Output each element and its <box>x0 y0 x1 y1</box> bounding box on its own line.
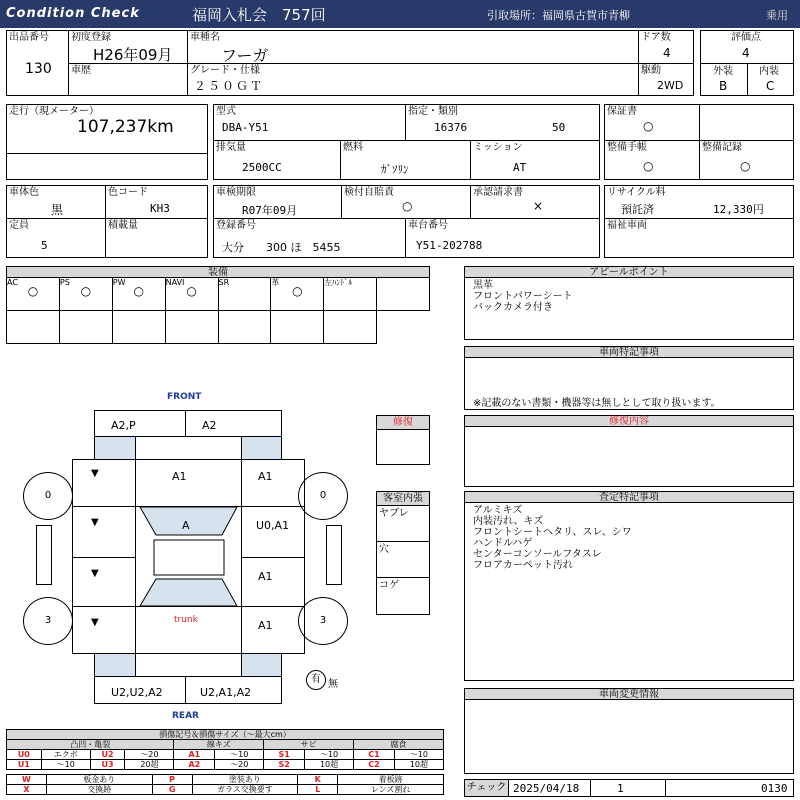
car-name-box <box>187 30 639 64</box>
record-mark: ○ <box>740 159 751 173</box>
equipment-title: 装備 <box>6 266 430 278</box>
equipment-leather: 革 ○ <box>271 278 324 311</box>
warranty-mark: ○ <box>643 119 654 133</box>
displacement-box <box>213 140 341 180</box>
cabin-item-burn: コゲ <box>379 580 399 591</box>
score-value: 4 <box>742 46 750 60</box>
history-box <box>68 63 188 96</box>
equipment-empty-cell <box>165 311 218 344</box>
legend-desc: ガラス交換要す <box>192 785 298 795</box>
cabin-item-tear: ヤブレ <box>377 506 429 542</box>
equipment-empty-cell <box>271 311 324 344</box>
interior-box <box>747 63 794 96</box>
legend-group-corrosion: 腐食 <box>354 740 444 750</box>
inspection-label: 車検期限 <box>216 187 256 198</box>
interior-grade: C <box>766 79 775 93</box>
mission-label: ミッション <box>473 142 523 153</box>
drive-box <box>638 63 694 96</box>
displacement-label: 排気量 <box>216 142 246 153</box>
color-code-box <box>105 185 208 219</box>
legend-desc: 〜10 <box>41 760 90 770</box>
auction-title: 福岡入札会 757回 <box>192 6 326 24</box>
legend-code: U0 <box>7 750 42 760</box>
insurance-mark: ○ <box>402 199 413 213</box>
model-label: 型式 <box>216 106 236 117</box>
tire-rear-left: 3 <box>23 597 73 645</box>
taillight-right <box>241 653 282 677</box>
legend-table-2 <box>6 774 444 795</box>
displacement-value: 2500CC <box>242 161 282 174</box>
equipment-sr: SR <box>218 278 271 311</box>
color-code-label: 色コード <box>108 187 148 198</box>
assessment-title: 査定特記事項 <box>465 492 793 503</box>
mileage-label: 走行（現メーター） <box>9 106 99 117</box>
chassis-box <box>405 218 600 258</box>
recycle-status: 預託済 <box>621 203 654 216</box>
change-title: 車両変更情報 <box>465 689 793 700</box>
panel-roof: A <box>135 506 242 607</box>
equipment-table <box>6 277 430 344</box>
rear-label: REAR <box>172 711 199 721</box>
special-title: 車両特記事項 <box>465 347 793 358</box>
headlight-left <box>94 436 136 460</box>
cabin-item-hole: 穴 <box>377 542 429 578</box>
check-date: 2025/04/18 <box>513 782 580 795</box>
recycle-box <box>604 185 794 219</box>
mileage-value: 107,237km <box>77 117 174 137</box>
claim-label: 承認請求書 <box>473 187 523 198</box>
vehicle-type: 乗用 <box>766 9 788 22</box>
interior-label: 内装 <box>759 66 779 77</box>
load-label: 積載量 <box>108 220 138 231</box>
first-reg-label: 初度登録 <box>71 32 111 43</box>
chassis-label: 車台番号 <box>408 220 448 231</box>
panel-left-front-door: ▼ <box>72 506 136 558</box>
pickup-location: 引取場所：福岡県古賀市青柳 <box>487 9 630 22</box>
warranty-box <box>604 104 700 141</box>
welfare-label: 福祉車両 <box>607 220 647 231</box>
legend-code: C2 <box>354 760 395 770</box>
footer-check-box <box>464 779 794 797</box>
legend-desc: 板金あり <box>46 775 152 785</box>
legend-code: W <box>7 775 47 785</box>
legend-desc: 塗装あり <box>192 775 298 785</box>
chassis-value: Y51-202788 <box>416 239 483 252</box>
repair-title: 修復 <box>377 416 429 430</box>
first-reg-value: H26年09月 <box>93 46 173 64</box>
exterior-label: 外装 <box>713 66 733 77</box>
legend-desc: 着板跡 <box>338 775 444 785</box>
panel-rear-left: U2,U2,A2 <box>94 676 186 704</box>
legend-code: K <box>298 775 338 785</box>
panel-right-quarter: A1 <box>241 606 305 654</box>
legend-code: G <box>152 785 192 795</box>
equipment-empty-cell <box>7 311 60 344</box>
manual-label: 整備手帳 <box>607 142 647 153</box>
legend-desc: 〜10 <box>305 750 354 760</box>
capacity-label: 定員 <box>9 220 29 231</box>
record-box <box>699 140 794 180</box>
manual-box <box>604 140 700 180</box>
score-box <box>700 30 794 64</box>
plate-box <box>213 218 406 258</box>
panel-right-fender: A1 <box>241 459 305 507</box>
fuel-label: 燃料 <box>343 142 363 153</box>
panel-right-front-door: U0,A1 <box>241 506 305 558</box>
capacity-value: 5 <box>41 239 48 252</box>
plate-value: 大分 300 ほ 5455 <box>222 241 341 254</box>
load-box <box>105 218 208 258</box>
panel-hood: A1 <box>135 459 242 507</box>
legend-group-scratch: 線キズ <box>174 740 264 750</box>
panel-front-right: A2 <box>185 410 282 437</box>
legend-desc: 20超 <box>125 760 174 770</box>
legend-desc: 10超 <box>394 760 443 770</box>
car-name: フーガ <box>221 46 269 65</box>
repair-box <box>376 415 430 465</box>
legend-code: A1 <box>174 750 215 760</box>
panel-trunk: trunk <box>135 606 242 654</box>
equipment-navi: NAVI ○ <box>165 278 218 311</box>
warranty-blank-box <box>699 104 794 141</box>
model-value: DBA-Y51 <box>222 121 269 134</box>
recycle-fee: 12,330円 <box>713 203 764 216</box>
recycle-label: リサイクル料 <box>607 187 666 198</box>
repair-detail-title: 修復内容 <box>465 416 793 427</box>
history-label: 車歴 <box>71 65 91 76</box>
legend-code: U3 <box>90 760 125 770</box>
repair-detail-box <box>464 415 794 487</box>
mileage-box <box>6 104 208 154</box>
legend-code: P <box>152 775 192 785</box>
legend-desc: 〜20 <box>215 760 264 770</box>
mirror-right <box>326 525 342 585</box>
special-note: ※記載のない書類・機器等は無しとして取り扱います。 <box>473 398 721 409</box>
check-label: チェック <box>465 780 509 796</box>
panel-left-quarter: ▼ <box>72 606 136 654</box>
color-box <box>6 185 106 219</box>
mirror-left <box>36 525 52 585</box>
assessment-box <box>464 491 794 681</box>
mission-value: AT <box>513 161 527 174</box>
color-value: 黒 <box>51 203 64 217</box>
taillight-left <box>94 653 136 677</box>
inspection-box <box>213 185 342 219</box>
equipment-blank <box>377 278 430 311</box>
appeal-text: 黒革 フロントパワーシート バックカメラ付き <box>473 280 573 313</box>
panel-rear-right: U2,A1,A2 <box>185 676 282 704</box>
capacity-box <box>6 218 106 258</box>
lot-number: 130 <box>25 61 52 77</box>
legend-table <box>6 739 444 770</box>
legend-desc: レンズ割れ <box>338 785 444 795</box>
tire-rear-right: 3 <box>298 597 348 645</box>
legend-code: L <box>298 785 338 795</box>
grade-label: グレード・仕様 <box>190 65 260 76</box>
panel-front-left: A2,P <box>94 410 186 437</box>
legend-group-rust: サビ <box>264 740 354 750</box>
panel-left-rear-door: ▼ <box>72 557 136 607</box>
plate-label: 登録番号 <box>216 220 256 231</box>
fuel-box <box>340 140 471 180</box>
check-code: 0130 <box>761 782 788 795</box>
spec-class: 50 <box>552 121 566 134</box>
legend-desc: エクボ <box>41 750 90 760</box>
legend-desc: 交換跡 <box>46 785 152 795</box>
legend-desc: 〜10 <box>215 750 264 760</box>
door-count: 4 <box>663 46 671 60</box>
tire-front-left: 0 <box>23 472 73 520</box>
cabin-box <box>376 491 430 615</box>
door-box <box>638 30 694 64</box>
legend-desc: 〜20 <box>125 750 174 760</box>
equipment-ps: PS ○ <box>59 278 112 311</box>
front-label: FRONT <box>167 392 202 402</box>
drive-label: 駆動 <box>641 65 661 76</box>
headlight-right <box>241 436 282 460</box>
fuel-value: ｶﾞｿﾘﾝ <box>381 163 409 176</box>
legend-code: S1 <box>264 750 305 760</box>
special-box <box>464 346 794 410</box>
spec-number: 16376 <box>434 121 468 134</box>
header-bar <box>0 0 800 28</box>
equipment-ac: AC ○ <box>7 278 60 311</box>
legend-code: U2 <box>90 750 125 760</box>
spare-tire-present: 有 <box>306 670 326 690</box>
claim-box <box>470 185 600 219</box>
assessment-text: アルミキズ 内装汚れ、キズ フロントシートヘタリ、スレ、シワ ハンドルハゲ センターコンソールフタスレ フロアカーペット汚れ <box>473 505 632 571</box>
manual-mark: ○ <box>643 159 654 173</box>
equipment-empty-cell <box>112 311 165 344</box>
exterior-grade: B <box>719 79 728 93</box>
legend-group-dent: 凸凹・亀裂 <box>7 740 174 750</box>
tire-front-right: 0 <box>298 472 348 520</box>
spec-label: 指定・類別 <box>408 106 458 117</box>
equipment-empty-cell <box>324 311 377 344</box>
equipment-empty-cell <box>59 311 112 344</box>
grade-box <box>187 63 639 96</box>
car-name-label: 車種名 <box>190 32 220 43</box>
color-code-value: KH3 <box>150 202 170 215</box>
equipment-pw: PW ○ <box>112 278 165 311</box>
grade-value: ２５０ＧＴ <box>194 79 265 93</box>
mileage-sub-box <box>6 153 208 180</box>
legend-desc: 〜10 <box>394 750 443 760</box>
first-reg-box <box>68 30 188 64</box>
exterior-box <box>700 63 748 96</box>
lot-label: 出品番号 <box>9 32 49 43</box>
record-label: 整備記録 <box>702 142 742 153</box>
color-label: 車体色 <box>9 187 39 198</box>
legend-title: 損傷記号＆損傷サイズ（〜最大cm） <box>6 729 444 740</box>
equipment-empty-cell <box>218 311 271 344</box>
insurance-box <box>341 185 471 219</box>
logo: Condition Check <box>6 6 140 21</box>
legend-code: U1 <box>7 760 42 770</box>
insurance-label: 検付自賠責 <box>344 187 394 198</box>
spare-tire-absent: 無 <box>328 679 338 690</box>
warranty-label: 保証書 <box>607 106 637 117</box>
panel-left-fender: ▼ <box>72 459 136 507</box>
appeal-box <box>464 266 794 340</box>
welfare-box <box>604 218 794 258</box>
legend-code: S2 <box>264 760 305 770</box>
equipment-lhd: 左ﾊﾝﾄﾞﾙ <box>324 278 377 311</box>
claim-mark: × <box>533 199 544 213</box>
change-box <box>464 688 794 774</box>
panel-right-rear-door: A1 <box>241 557 305 607</box>
spec-box <box>405 104 600 141</box>
model-box <box>213 104 406 141</box>
drive-value: 2WD <box>657 79 684 92</box>
score-label: 評価点 <box>731 32 761 43</box>
inspection-value: R07年09月 <box>242 204 298 217</box>
equipment-empty-cell <box>377 311 430 344</box>
appeal-title: アピールポイント <box>465 267 793 278</box>
mission-box <box>470 140 600 180</box>
legend-code: X <box>7 785 47 795</box>
door-label: ドア数 <box>641 32 671 43</box>
legend-code: A2 <box>174 760 215 770</box>
check-count: 1 <box>617 782 624 795</box>
legend-code: C1 <box>354 750 395 760</box>
lot-box <box>6 30 69 96</box>
legend-desc: 10超 <box>305 760 354 770</box>
cabin-title: 客室内張 <box>377 492 429 506</box>
